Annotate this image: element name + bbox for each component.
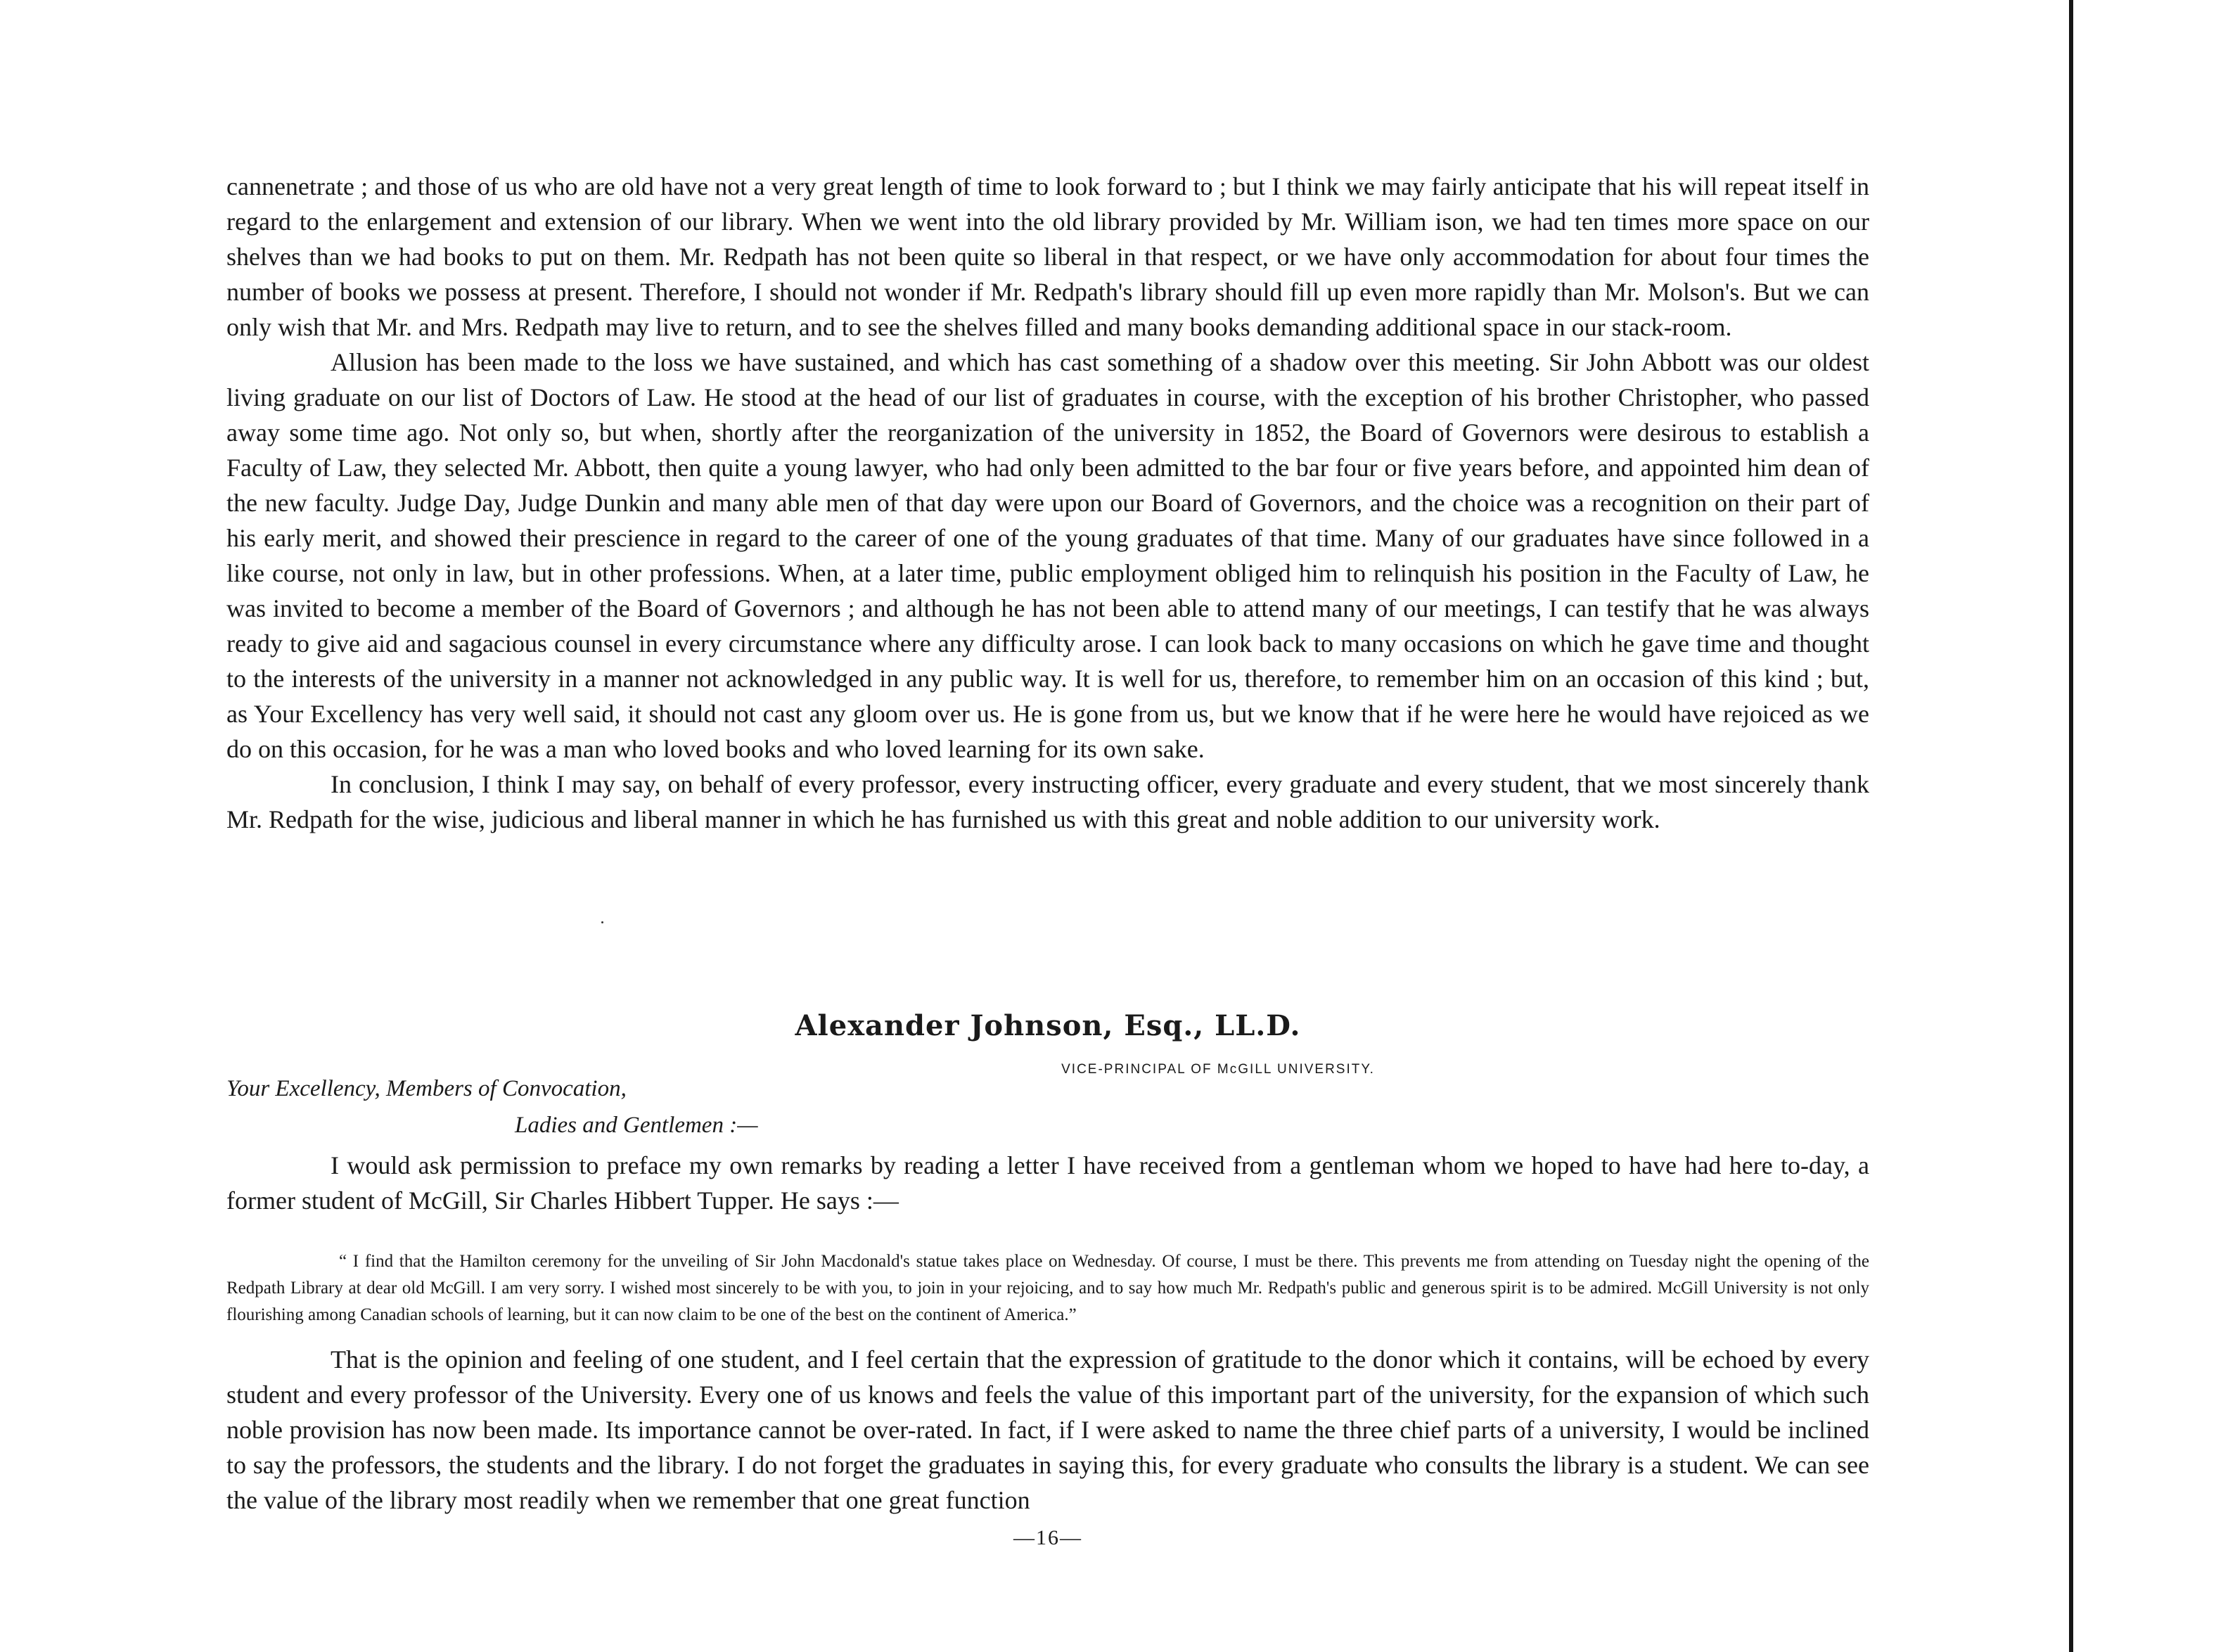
paragraph-library-growth: cannenetrate ; and those of us who are old have not a very great length of time to look forward to ; but I think we may fairly anticipate that his will repeat itself in regard to the enlargement and extension of our library. When we went into the old library provided by Mr. William ison, we had ten times more space on our shelves than we had books to put on them. Mr. Redpath has not been quite so liberal in that respect, or we have only accommodation for about four times the number of books we possess at present. Therefore, I should not wonder if Mr. Redpath's library should fill up even more rapidly than Mr. Molson's. But we can only wish that Mr. and Mrs. Redpath may live to return, and to see the shelves filled and many books demanding additional space in our stack-room. <box>226 172 1869 341</box>
page-edge-line <box>2069 0 2073 1652</box>
top-text-block <box>226 169 1869 837</box>
paragraph-opinion: That is the opinion and feeling of one student, and I feel certain that the expression of gratitude to the donor which it contains, will be echoed by every student and every professor of the University. Every one of us knows and feels the value of this important part of the university, for the expansion of which such noble provision has now been made. Its importance cannot be over-rated. In fact, if I were asked to name the three chief parts of a university, I would be inclined to say the professors, the students and the library. I do not forget the graduates in saying this, for every graduate who consults the library is a student. We can see the value of the library most readily when we remember that one great function <box>226 1345 1869 1514</box>
salutation-line-1: Your Excellency, Members of Convocation, <box>226 1076 627 1101</box>
paragraph-sir-john-abbott: Allusion has been made to the loss we have sustained, and which has cast something of a shadow over this meeting. Sir John Abbott was our oldest living graduate on our list of Doctors of Law. He stood at the head of our list of graduates in course, with the exception of his brother Christopher, who passed away some time ago. Not only so, but when, shortly after the reorganization of the university in 1852, the Board of Governors were desirous to establish a Faculty of Law, they selected Mr. Abbott, then quite a young lawyer, who had only been admitted to the bar four or five years before, and appointed him dean of the new faculty. Judge Day, Judge Dunkin and many able men of that day were upon our Board of Governors, and the choice was a recognition on their part of his early merit, and showed their prescience in regard to the career of one of the young graduates of that time. Many of our graduates have since followed in a like course, not only in law, but in other professions. When, at a later time, public employment obliged him to relinquish his position in the Faculty of Law, he was invited to become a member of the Board of Governors ; and although he has not been able to attend many of our meetings, I can testify that he was always ready to give aid and sagacious counsel in every circumstance where any difficulty arose. I can look back to many occasions on which he gave time and thought to the interests of the university in a manner not acknowledged in any public way. It is well for us, therefore, to remember him on an occasion of this kind ; but, as Your Excellency has very well said, it should not cast any gloom over us. He is gone from us, but we know that if he were here he would have rejoiced as we do on this occasion, for he was a man who loved books and who loved learning for its own sake. <box>226 348 1869 763</box>
paragraph-letter-intro: I would ask permission to preface my own remarks by reading a letter I have received from a gentleman whom we hoped to have had here to-day, a former student of McGill, Sir Charles Hibbert Tupper. He says :— <box>226 1151 1869 1215</box>
ink-speck <box>601 921 603 923</box>
salutation-line-2: Ladies and Gentlemen :— <box>515 1113 758 1138</box>
salutation <box>226 1070 859 1144</box>
speaker-heading: Alexander Johnson, Esq., LL.D. <box>795 1009 1301 1042</box>
intro-text-block <box>226 1148 1869 1218</box>
final-text-block <box>226 1342 1869 1518</box>
page-number: —16— <box>1013 1526 1082 1549</box>
quoted-letter: “ I find that the Hamilton ceremony for the unveiling of Sir John Macdonald's statue takes place on Wednesday. Of course, I must be there. This prevents me from attending on Tuesday night the opening of the Redpath Library at dear old McGill. I am very sorry. I wished most sincerely to be with you, to join in your rejoicing, and to say how much Mr. Redpath's public and generous spirit is to be admired. McGill University is not only flourishing among Canadian schools of learning, but it can now claim to be one of the best on the continent of America.” <box>226 1252 1869 1324</box>
paragraph-conclusion: In conclusion, I think I may say, on behalf of every professor, every instructing officer, every graduate and every student, that we most sincerely thank Mr. Redpath for the wise, judicious and liberal manner in which he has furnished us with this great and noble addition to our university work. <box>226 770 1869 833</box>
speaker-title: VICE-PRINCIPAL OF McGILL UNIVERSITY. <box>1061 1062 1375 1077</box>
